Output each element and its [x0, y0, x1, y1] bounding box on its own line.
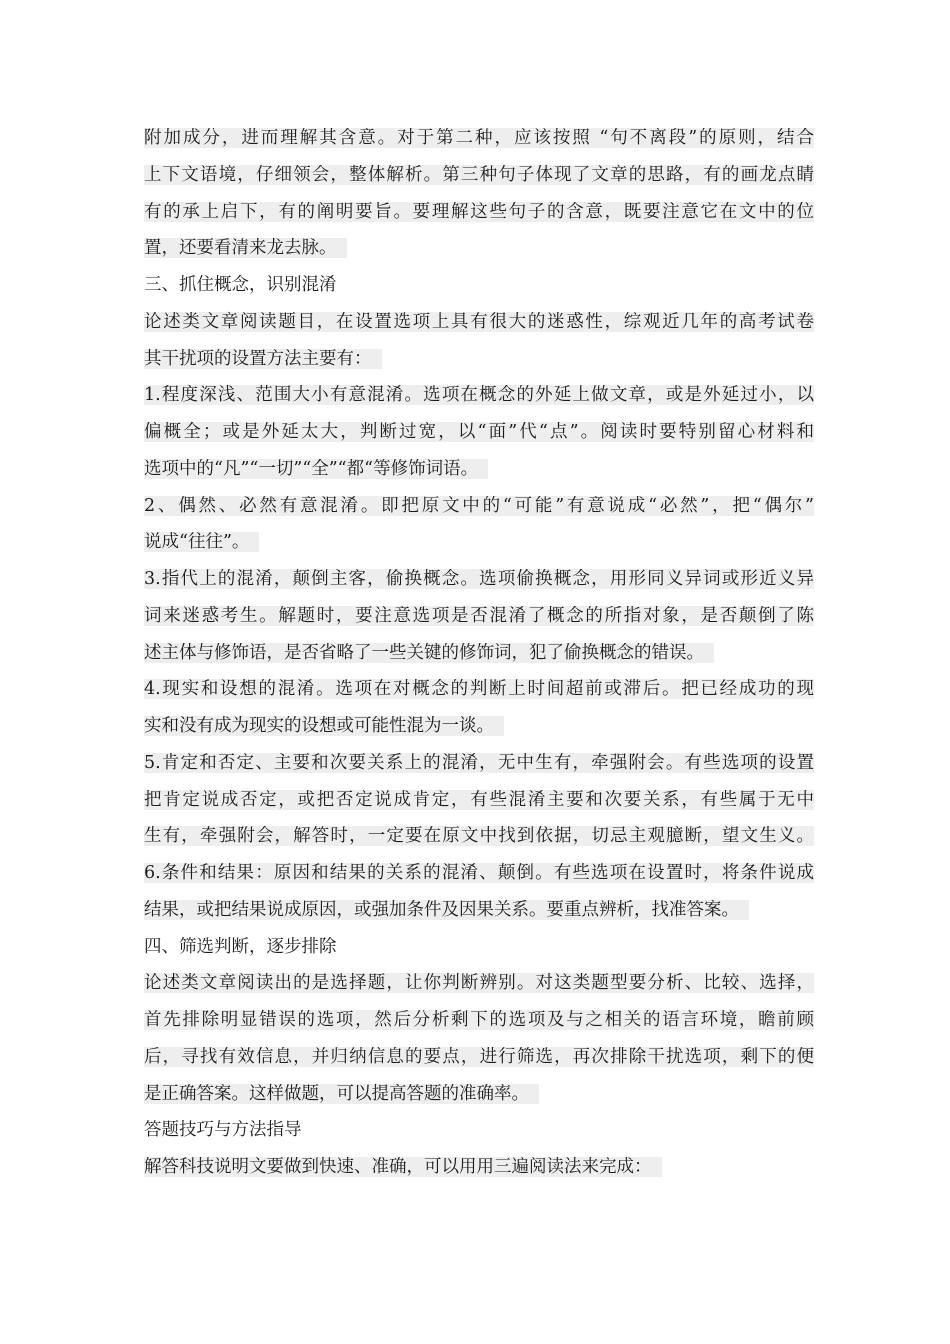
text-line — [144, 1076, 814, 1113]
text-line — [144, 818, 814, 855]
text-line — [144, 304, 814, 341]
text-line — [144, 892, 814, 929]
section-heading — [144, 267, 814, 304]
text-line — [144, 120, 814, 157]
text-line-content: 有的承上启下，有的阐明要旨。要理解这些句子的含意，既要注意它在文中的位 — [144, 201, 814, 222]
text-line-content: 5.肯定和否定、主要和次要关系上的混淆，无中生有，牵强附会。有些选项的设置 — [144, 752, 814, 773]
text-line-content: 论述类文章阅读题目，在设置选项上具有很大的迷惑性，综观近几年的高考试卷 — [144, 311, 814, 332]
section-heading — [144, 929, 814, 966]
text-line-content: 解答科技说明文要做到快速、准确，可以用用三遍阅读法来完成： — [144, 1157, 662, 1177]
text-line — [144, 1039, 814, 1076]
text-line — [144, 524, 814, 561]
text-line — [144, 855, 814, 892]
text-line-content: 首先排除明显错误的选项，然后分析剩下的选项及与之相关的语言环境，瞻前顾 — [144, 1010, 814, 1030]
text-line-content: 1.程度深浅、范围大小有意混淆。选项在概念的外延上做文章，或是外延过小，以 — [144, 385, 814, 406]
text-line-content: 2、偶然、必然有意混淆。即把原文中的“可能”有意说成“必然”，把“偶尔” — [144, 495, 814, 516]
text-line — [144, 635, 814, 672]
text-line-content: 说成“往往”。 — [144, 532, 259, 552]
text-line-content: 论述类文章阅读出的是选择题，让你判断辨别。对这类题型要分析、比较、选择， — [144, 973, 814, 994]
text-line — [144, 194, 814, 231]
text-line-content: 6.条件和结果：原因和结果的关系的混淆、颠倒。有些选项在设置时，将条件说成 — [144, 863, 814, 883]
text-line-content: 3.指代上的混淆，颠倒主客，偷换概念。选项偷换概念，用形同义异词或形近义异 — [144, 569, 814, 589]
text-line — [144, 157, 814, 194]
text-line — [144, 1002, 814, 1039]
text-line — [144, 708, 814, 745]
section-heading-text: 四、筛选判断，逐步排除 — [144, 936, 337, 957]
text-line — [144, 451, 814, 488]
text-line-content: 置，还要看清来龙去脉。 — [144, 238, 347, 258]
section-heading-text: 答题技巧与方法指导 — [144, 1120, 302, 1141]
text-line-content: 述主体与修饰语，是否省略了一些关键的修饰词，犯了偷换概念的错误。 — [144, 643, 714, 663]
text-line-content: 4.现实和设想的混淆。选项在对概念的判断上时间超前或滞后。把已经成功的现 — [144, 679, 814, 700]
text-line — [144, 671, 814, 708]
text-line — [144, 561, 814, 598]
text-line-content: 上下文语境，仔细领会，整体解析。第三种句子体现了文章的思路，有的画龙点睛 — [144, 164, 814, 185]
text-line-content: 选项中的“凡”“一切”“全”“都“等修饰词语。 — [144, 459, 488, 479]
text-line-content: 实和没有成为现实的设想或可能性混为一谈。 — [144, 716, 504, 736]
text-line-content: 后，寻找有效信息，并归纳信息的要点，进行筛选，再次排除干扰选项，剩下的便 — [144, 1046, 814, 1067]
text-line-content: 偏概全；或是外延太大，判断过宽，以“面”代“点”。阅读时要特别留心材料和 — [144, 422, 814, 442]
text-line — [144, 1149, 814, 1186]
text-line — [144, 965, 814, 1002]
text-line-content: 把肯定说成否定，或把否定说成肯定，有些混淆主要和次要关系，有些属于无中 — [144, 789, 814, 810]
document-body — [144, 120, 814, 1186]
text-line — [144, 598, 814, 635]
text-line-content: 词来迷惑考生。解题时，要注意选项是否混淆了概念的所指对象，是否颠倒了陈 — [144, 605, 814, 626]
text-line — [144, 377, 814, 414]
text-line-content: 附加成分，进而理解其含意。对于第二种，应该按照 “句不离段”的原则，结合 — [144, 128, 814, 148]
text-line-content: 结果，或把结果说成原因，或强加条件及因果关系。要重点辨析，找准答案。 — [144, 900, 749, 920]
section-heading-text: 三、抓住概念，识别混淆 — [144, 275, 337, 295]
text-line — [144, 745, 814, 782]
text-line-content: 生有，牵强附会，解答时，一定要在原文中找到依据，切忌主观臆断，望文生义。 — [144, 826, 814, 847]
text-line — [144, 341, 814, 378]
section-heading — [144, 1112, 814, 1149]
text-line — [144, 414, 814, 451]
text-line-content: 是正确答案。这样做题，可以提高答题的准确率。 — [144, 1084, 539, 1104]
text-line — [144, 488, 814, 525]
text-line — [144, 782, 814, 819]
text-line-content: 其干扰项的设置方法主要有： — [144, 349, 382, 369]
text-line — [144, 230, 814, 267]
